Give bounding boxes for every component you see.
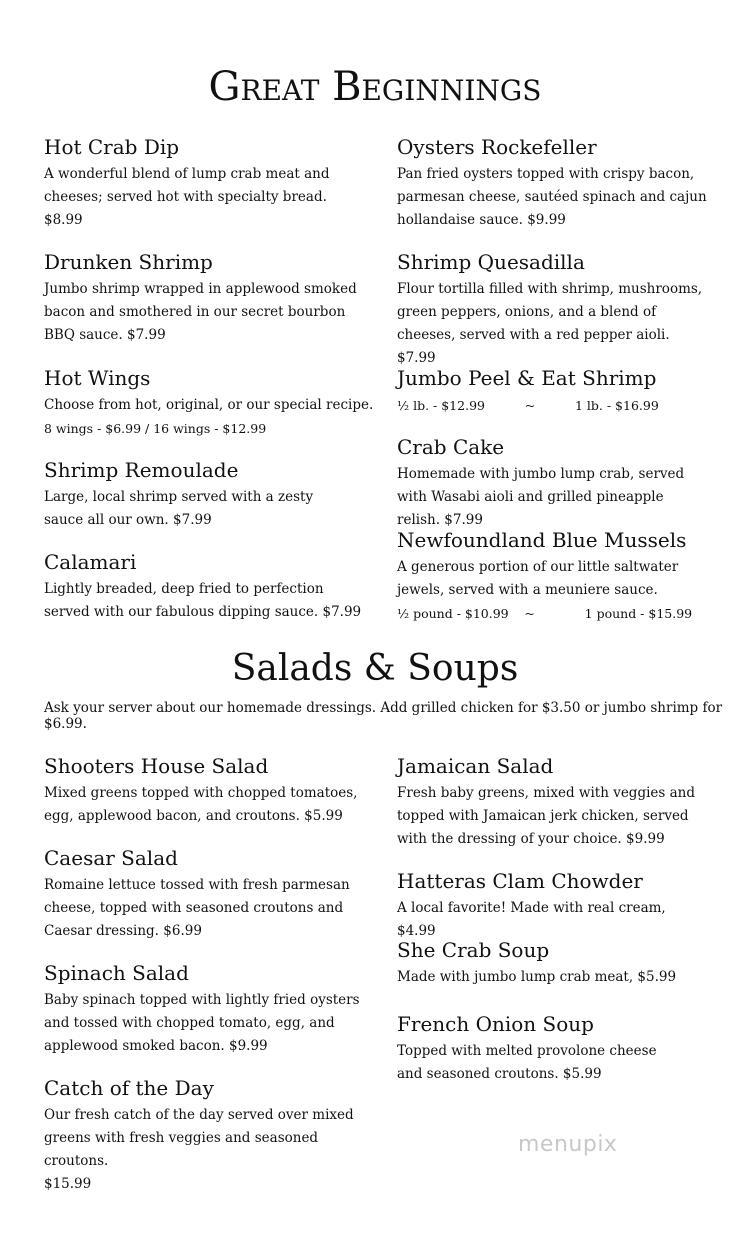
price-one-pound: 1 pound - $15.99 [584,606,693,621]
item-description: Made with jumbo lump crab meat, $5.99 [397,969,677,985]
menu-item-shrimp-remoulade [44,458,364,532]
item-name: Spinach Salad [44,961,189,985]
item-description: Homemade with jumbo lump crab, served with Wasabi aioli and grilled pineapple relish. $7.99 [397,466,685,528]
heading-salads-soups: Salads & Soups [231,648,519,689]
item-name: Hot Crab Dip [44,135,180,159]
item-description: Our fresh catch of the day served over mixed greens with fresh veggies and seasoned croutons. [44,1107,354,1169]
item-description: A local favorite! Made with real cream, $4.99 [397,900,666,939]
item-name: She Crab Soup [397,938,550,962]
item-description: Flour tortilla filled with shrimp, mushrooms, green peppers, onions, and a blend of cheeses, served with a red pepper aioli. $7.99 [397,281,703,366]
menu-item-crab-cake [397,435,707,532]
item-name: Crab Cake [397,435,505,459]
menu-item-shooters-house-salad [44,754,364,828]
menu-item-hatteras-clam-chowder [397,869,707,943]
item-price: $8.99 [44,212,83,228]
item-name: Catch of the Day [44,1076,214,1100]
price-separator: ~ [524,606,535,621]
menu-item-shrimp-quesadilla [397,250,707,370]
item-name: Drunken Shrimp [44,250,213,274]
item-description: Pan fried oysters topped with crispy bacon, parmesan cheese, sautéed spinach and cajun hollandaise sauce. $9.99 [397,166,707,228]
item-description: Jumbo shrimp wrapped in applewood smoked bacon and smothered in our secret bourbon BBQ sauce. $7.99 [44,281,357,343]
item-name: Hatteras Clam Chowder [397,869,643,893]
item-description: Topped with melted provolone cheese and seasoned croutons. $5.99 [397,1043,657,1082]
item-price [397,394,707,417]
item-description: Mixed greens topped with chopped tomatoes, egg, applewood bacon, and croutons. $5.99 [44,785,358,824]
menu-item-drunken-shrimp [44,250,364,347]
item-description: Choose from hot, original, or our special recipe. [44,397,374,413]
price-half-pound: ½ pound - $10.99 [397,606,509,621]
item-description: Romaine lettuce tossed with fresh parmesan cheese, topped with seasoned croutons and Caesar dressing. $6.99 [44,877,350,939]
item-name: Shrimp Quesadilla [397,250,585,274]
item-description: Lightly breaded, deep fried to perfection served with our fabulous dipping sauce. $7.99 [44,581,362,620]
item-name: Caesar Salad [44,846,178,870]
menu-item-catch-of-the-day [44,1076,364,1196]
item-name: Jumbo Peel & Eat Shrimp [397,366,657,390]
menu-item-she-crab-soup [397,938,707,989]
menu-item-caesar-salad [44,846,364,943]
price-one-lb: 1 lb. - $16.99 [574,398,659,413]
menu-item-french-onion-soup [397,1012,657,1086]
menu-item-hot-crab-dip [44,135,364,232]
item-name: Shooters House Salad [44,754,269,778]
item-name: Shrimp Remoulade [44,458,239,482]
item-name: Oysters Rockefeller [397,135,597,159]
item-name: Jamaican Salad [397,754,554,778]
menu-item-newfoundland-blue-mussels [397,528,707,625]
watermark: menupix [518,1132,618,1157]
menu-item-hot-wings [44,366,374,440]
item-price: $15.99 [44,1176,92,1192]
item-price [397,602,707,625]
item-description: A generous portion of our little saltwater jewels, served with a meuniere sauce. [397,559,679,598]
menu-item-calamari [44,550,364,624]
item-name: Hot Wings [44,366,151,390]
price-separator: ~ [524,398,536,413]
item-description: Fresh baby greens, mixed with veggies and topped with Jamaican jerk chicken, served with the dressing of your choice. $9.99 [397,785,696,847]
item-description: A wonderful blend of lump crab meat and cheeses; served hot with specialty bread. [44,166,330,205]
price-half-lb: ½ lb. - $12.99 [397,398,485,413]
menu-item-jamaican-salad [397,754,707,851]
salads-note: Ask your server about our homemade dressings. Add grilled chicken for $3.50 or jumbo shrimp for $6.99. [44,700,723,732]
menu-item-spinach-salad [44,961,364,1058]
item-price: 8 wings - $6.99 / 16 wings - $12.99 [44,421,267,436]
menu-item-oysters-rockefeller [397,135,707,232]
menu-item-jumbo-peel-eat-shrimp [397,366,707,417]
item-description: Baby spinach topped with lightly fried oysters and tossed with chopped tomato, egg, and applewood smoked bacon. $9.99 [44,992,360,1054]
item-description: Large, local shrimp served with a zesty sauce all our own. $7.99 [44,489,314,528]
item-name: Newfoundland Blue Mussels [397,528,687,552]
item-name: Calamari [44,550,137,574]
item-name: French Onion Soup [397,1012,594,1036]
heading-great-beginnings: Great Beginnings [208,64,542,110]
